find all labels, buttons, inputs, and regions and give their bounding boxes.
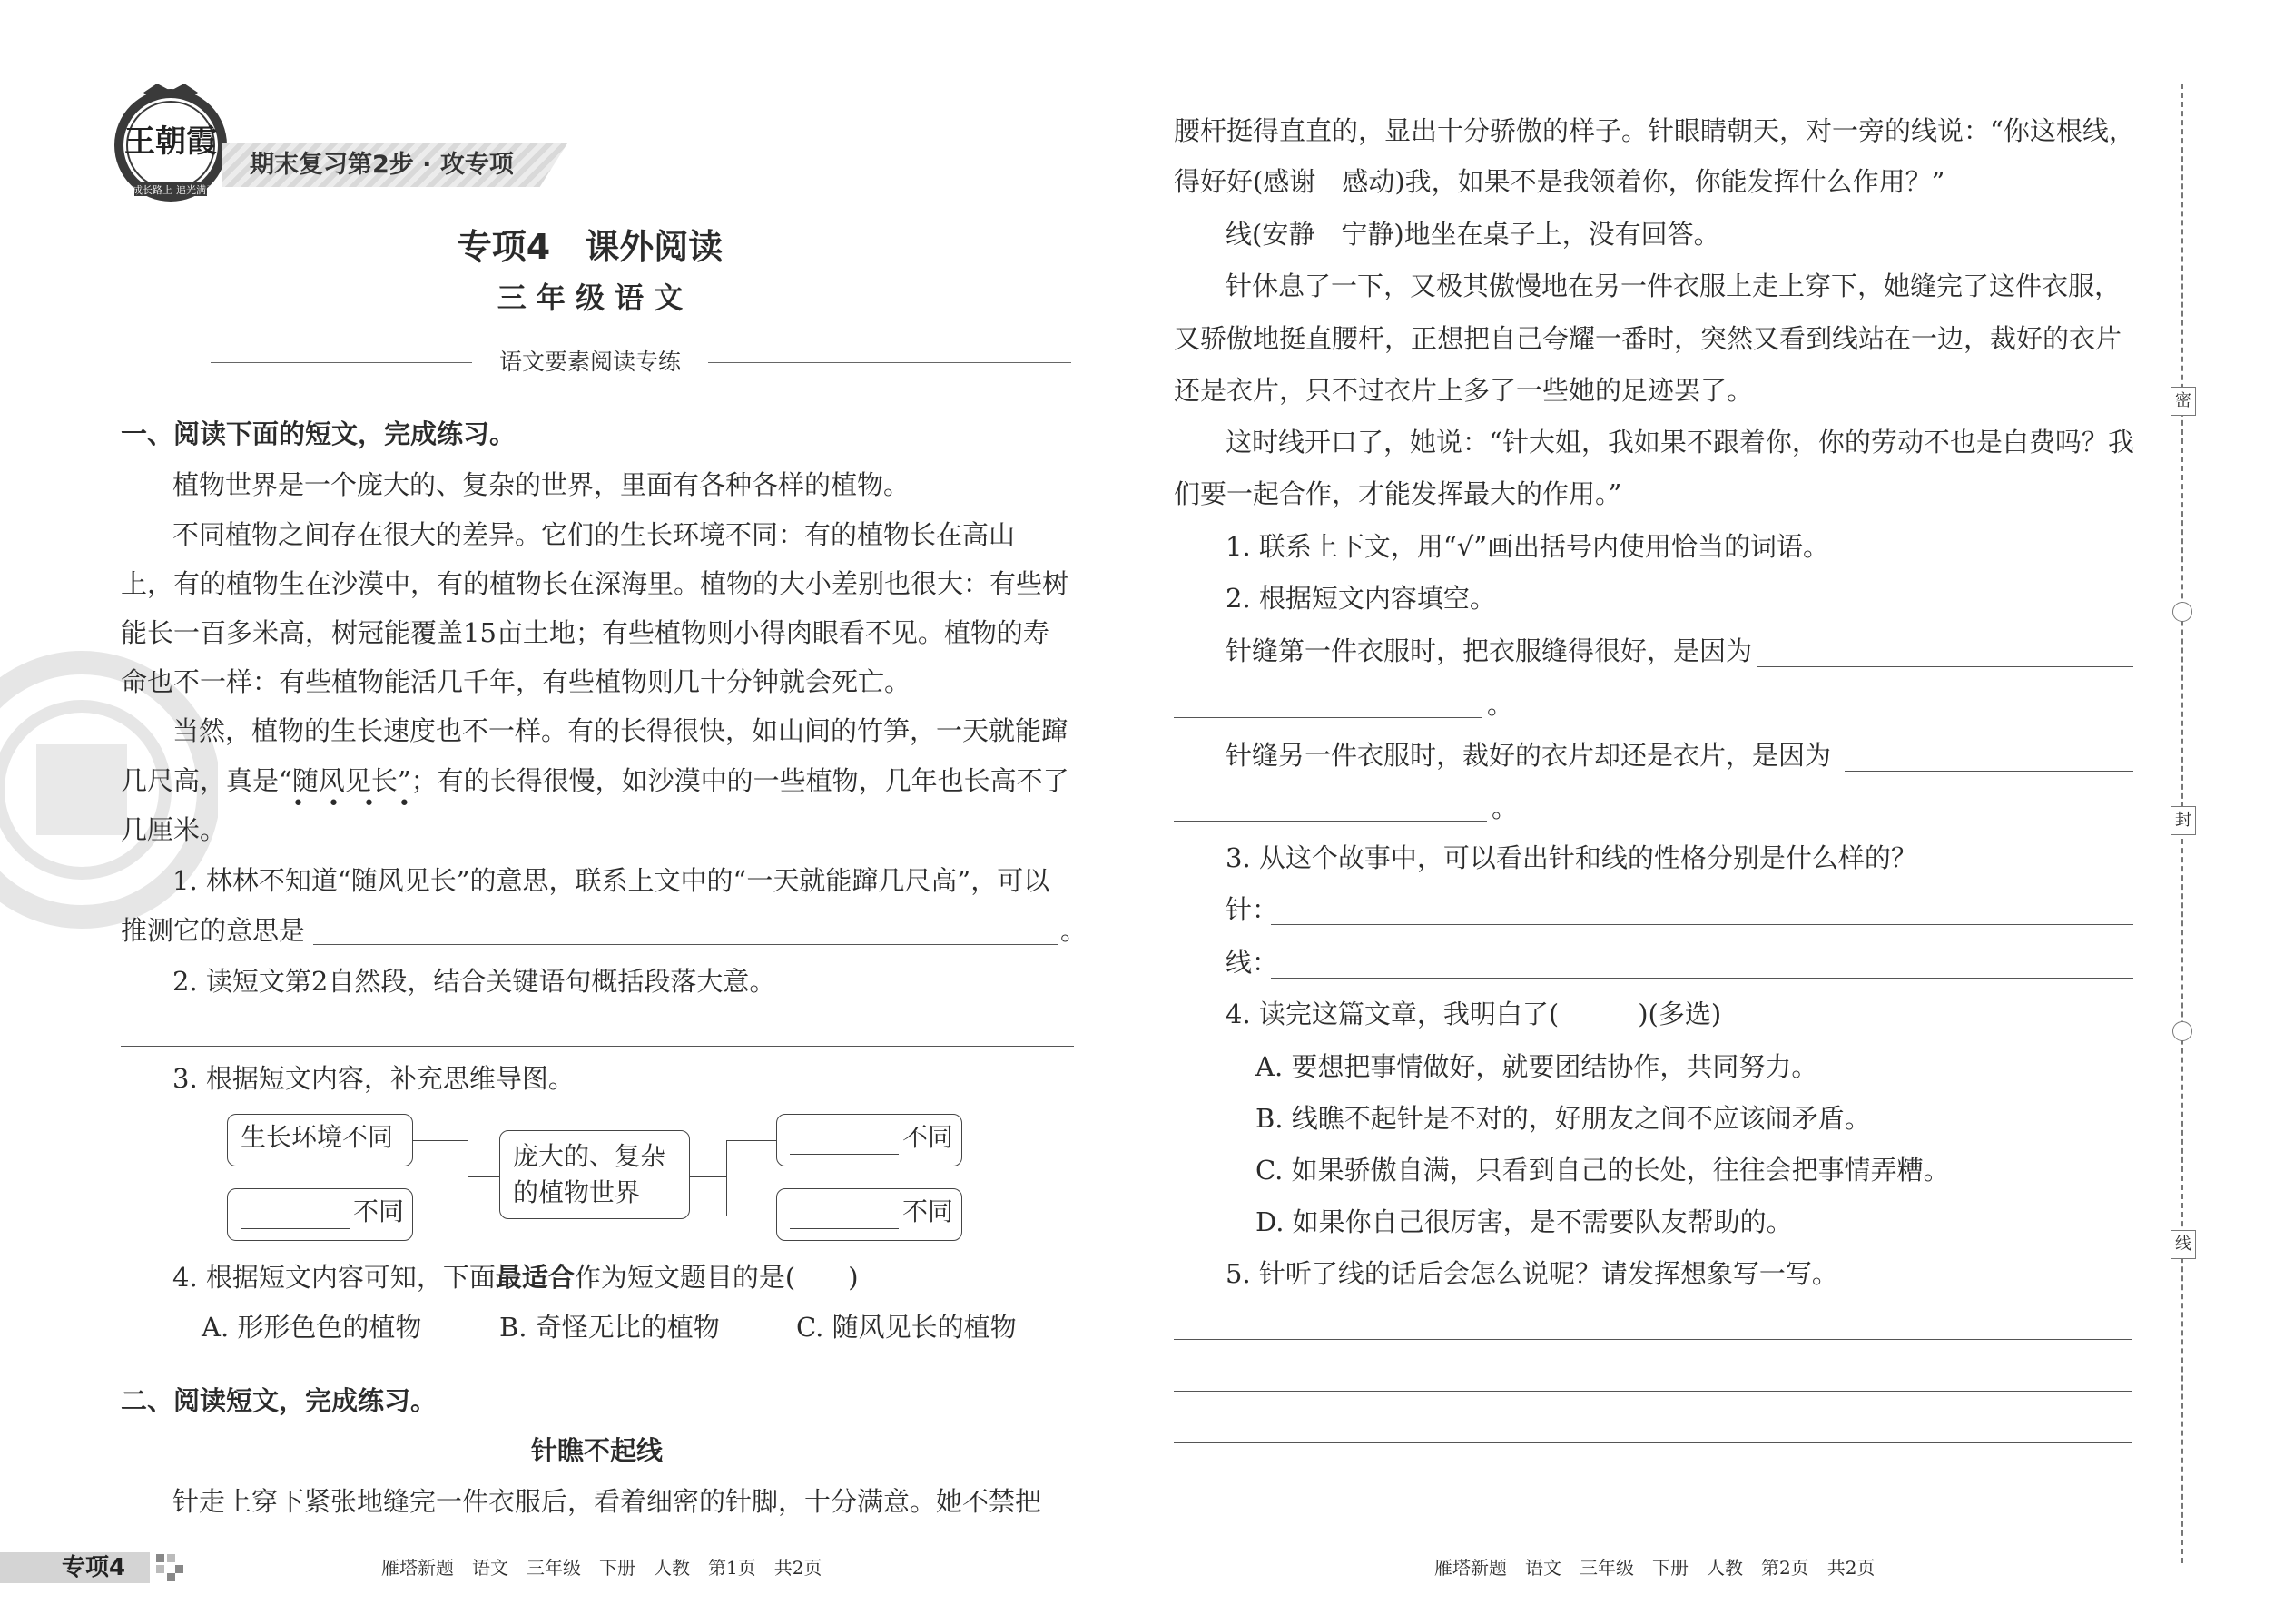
answer-line-2-3-thread[interactable] [1271,978,2133,979]
header-banner-text: 期末复习第2步 · 攻专项 [250,151,514,179]
question-2-1: 1. 联系上下文，用“√”画出括号内使用恰当的词语。 [1226,531,1830,562]
page-title: 专项4 课外阅读 [457,227,724,267]
question-1-4-pre: 4. 根据短文内容可知，下面 [172,1262,496,1293]
question-2-3-thread-label: 线： [1226,947,1279,978]
story-title: 针瞧不起线 [530,1435,663,1466]
title-divider-left [211,362,472,363]
binding-circle-icon-1 [2172,602,2192,622]
emphasis-dots: •••• [292,792,434,815]
mind-map-center-text: 庞大的、复杂的植物世界 [513,1141,666,1207]
answer-line-2-5-1[interactable] [1174,1339,2132,1340]
question-1-4-option-a[interactable]: A. 形形色色的植物 [202,1312,422,1343]
binding-label-1: 密 [2171,387,2196,416]
question-1-1-end: 。 [1060,915,1088,946]
question-2-2-a-period: 。 [1487,689,1514,720]
logo [107,80,234,207]
question-1-3: 3. 根据短文内容，补充思维导图。 [172,1063,575,1094]
title-divider-right [708,362,1071,363]
question-2-4-option-d[interactable]: D. 如果你自己很厉害，是不需要队友帮助的。 [1255,1206,1793,1237]
passage-1-p3-line1: 当然，植物的生长速度也不一样。有的长得很快，如山间的竹笋，一天就能蹿 [172,715,1068,746]
passage-1-p2-line4: 命也不一样：有些植物能活几千年，有些植物则几十分钟就会死亡。 [121,666,911,697]
story-line-9: 们要一起合作，才能发挥最大的作用。” [1174,478,1622,509]
mind-map-connector-right [726,1140,777,1216]
page-subtitle: 三 年 级 语 文 [497,281,684,315]
question-1-2: 2. 读短文第2自然段，结合关键语句概括段落大意。 [172,966,776,997]
answer-line-2-2-a2[interactable] [1174,717,1482,718]
answer-line-2-3-needle[interactable] [1271,924,2133,925]
footer-squares-icon [156,1554,183,1581]
question-1-1-line1: 1. 林林不知道“随风见长”的意思，联系上文中的“一天就能蹿几尺高”，可以 [172,865,1050,896]
logo-sub-right: 追光满天 [176,184,216,196]
question-2-4-option-c[interactable]: C. 如果骄傲自满，只看到自己的长处，往往会把事情弄糟。 [1255,1155,1950,1186]
answer-line-1-2[interactable] [121,1046,1074,1047]
story-line-3: 得好好(感谢 感动)我，如果不是我领着你，你能发挥什么作用？” [1174,166,1945,197]
mind-map-center-box [499,1130,690,1219]
story-line-8: 这时线开口了，她说：“针大姐，我如果不跟着你，你的劳动不也是白费吗？我 [1226,427,2134,458]
footer-right-text: 雁塔新题 语文 三年级 下册 人教 第2页 共2页 [1434,1557,1876,1579]
footer-tab-label: 专项4 [62,1554,126,1581]
answer-line-2-5-2[interactable] [1174,1391,2132,1392]
question-2-2-a: 针缝第一件衣服时，把衣服缝得很好，是因为 [1226,635,1753,666]
mind-map-right-box-1-blank[interactable] [790,1128,899,1155]
answer-line-2-2-b1[interactable] [1845,771,2133,772]
mind-map-left-box-1 [227,1114,413,1166]
logo-sub-left: 成长路上 [133,184,172,196]
question-1-1-line2: 推测它的意思是 [121,915,306,946]
mind-map-left-box-2[interactable] [227,1188,413,1241]
story-line-4: 线(安静 宁静)地坐在桌子上，没有回答。 [1226,219,1720,250]
footer-left-text: 雁塔新题 语文 三年级 下册 人教 第1页 共2页 [381,1557,822,1579]
section-1-heading: 一、阅读下面的短文，完成练习。 [121,418,517,449]
answer-line-2-2-b2[interactable] [1174,821,1487,822]
mind-map-right-box-2-blank[interactable] [790,1203,899,1229]
question-2-4-option-b[interactable]: B. 线瞧不起针是不对的，好朋友之间不应该闹矛盾。 [1255,1103,1871,1134]
question-2-3-needle-label: 针： [1226,894,1279,925]
mind-map-connector-left-stem [468,1176,499,1177]
title-divider-label: 语文要素阅读专练 [498,349,681,375]
mind-map-right-box-2-text: 不同 [902,1196,954,1226]
passage-1-p2-line2: 上，有的植物生在沙漠中，有的植物长在深海里。植物的大小差别也很大：有些树 [121,568,1069,599]
answer-line-1-1[interactable] [313,944,1058,945]
passage-1-p1: 植物世界是一个庞大的、复杂的世界，里面有各种各样的植物。 [172,469,911,500]
question-1-4-option-b[interactable]: B. 奇怪无比的植物 [499,1312,720,1343]
story-line-6: 又骄傲地挺直腰杆，正想把自己夸耀一番时，突然又看到线站在一边，裁好的衣片 [1174,323,2122,354]
binding-label-3: 线 [2171,1230,2196,1259]
question-1-4 [172,1259,859,1295]
mind-map-connector-right-stem [690,1176,726,1177]
question-2-4: 4. 读完这篇文章，我明白了( )(多选) [1226,999,1722,1029]
question-2-5: 5. 针听了线的话后会怎么说呢？请发挥想象写一写。 [1226,1258,1838,1289]
mind-map-connector-left [413,1140,468,1216]
answer-line-2-2-a1[interactable] [1757,666,2133,667]
passage-1-p3-line2: 几尺高，真是“随风见长”；有的长得很慢，如沙漠中的一些植物，几年也长高不了 [121,765,1069,796]
question-1-4-option-c[interactable]: C. 随风见长的植物 [796,1312,1017,1343]
story-line-7: 还是衣片，只不过衣片上多了一些她的足迹罢了。 [1174,375,1754,406]
story-line-5: 针休息了一下，又极其傲慢地在另一件衣服上走上穿下，她缝完了这件衣服， [1226,271,2122,301]
question-2-4-option-a[interactable]: A. 要想把事情做好，就要团结协作，共同努力。 [1255,1051,1818,1082]
mind-map-left-box-2-blank[interactable] [241,1203,350,1229]
mind-map-left-box-2-text: 不同 [353,1196,405,1226]
question-2-2: 2. 根据短文内容填空。 [1226,583,1496,614]
binding-label-2: 封 [2171,806,2196,835]
question-1-4-bold: 最适合 [495,1262,575,1293]
answer-line-2-5-3[interactable] [1174,1442,2132,1443]
mind-map-right-box-1-text: 不同 [902,1122,954,1152]
mind-map-right-box-1[interactable] [776,1114,962,1166]
story-line-2: 腰杆挺得直直的，显出十分骄傲的样子。针眼睛朝天，对一旁的线说：“你这根线， [1174,115,2135,146]
passage-1-p2-line1: 不同植物之间存在很大的差异。它们的生长环境不同：有的植物长在高山 [172,519,1016,550]
question-2-2-b-period: 。 [1492,792,1519,823]
question-2-2-b: 针缝另一件衣服时，裁好的衣片却还是衣片，是因为 [1226,740,1832,771]
section-2-heading: 二、阅读短文，完成练习。 [121,1385,438,1416]
question-1-4-post: 作为短文题目的是( ) [574,1262,859,1293]
story-line-1: 针走上穿下紧张地缝完一件衣服后，看着细密的针脚，十分满意。她不禁把 [172,1486,1042,1517]
question-2-3: 3. 从这个故事中，可以看出针和线的性格分别是什么样的？ [1226,842,1917,873]
logo-text: 王朝霞 [124,123,217,160]
passage-1-p2-line3: 能长一百多米高，树冠能覆盖15亩土地；有些植物则小得肉眼看不见。植物的寿 [121,617,1049,648]
passage-1-p3-line3: 几厘米。 [121,814,227,845]
binding-circle-icon-2 [2172,1021,2192,1041]
mind-map-right-box-2[interactable] [776,1188,962,1241]
mind-map-left-box-1-text: 生长环境不同 [241,1122,394,1152]
